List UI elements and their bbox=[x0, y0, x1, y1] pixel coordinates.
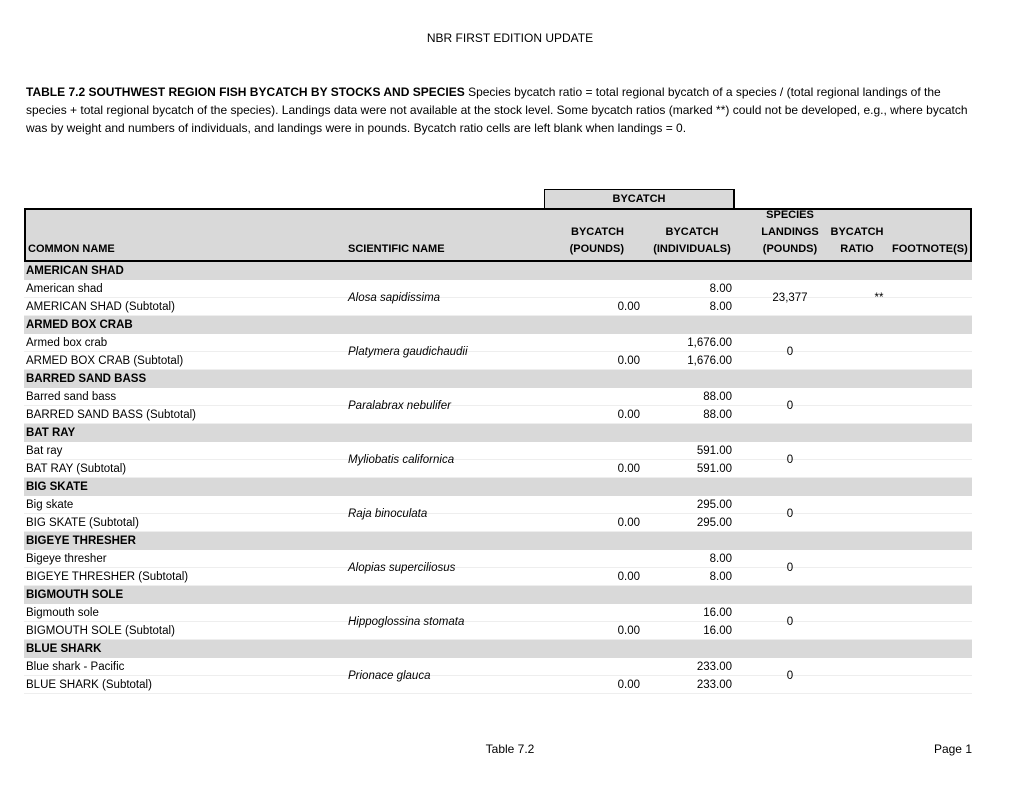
table-row bbox=[24, 442, 972, 460]
table-row bbox=[24, 388, 972, 406]
table-caption bbox=[26, 83, 974, 137]
subtotal-row bbox=[24, 400, 972, 424]
species-common-name: American shad bbox=[26, 283, 103, 295]
table-header bbox=[24, 208, 972, 262]
species-group-row bbox=[24, 478, 972, 496]
table-row bbox=[24, 658, 972, 676]
table-row bbox=[24, 334, 972, 352]
subtotal-row bbox=[24, 292, 972, 316]
group-name: BARRED SAND BASS bbox=[26, 373, 147, 385]
scientific-name: Raja binoculata bbox=[348, 508, 428, 520]
table-row bbox=[24, 280, 972, 298]
species-common-name: Bat ray bbox=[26, 445, 63, 457]
subtotal-individuals: 591.00 bbox=[696, 463, 732, 475]
subtotal-label: BARRED SAND BASS (Subtotal) bbox=[26, 409, 197, 421]
group-name: BIG SKATE bbox=[26, 481, 88, 493]
bycatch-individuals-value: 88.00 bbox=[703, 391, 732, 403]
bycatch-individuals-value: 8.00 bbox=[709, 553, 732, 565]
subtotal-pounds: 0.00 bbox=[617, 517, 640, 529]
footer-table-label: Table 7.2 bbox=[485, 742, 535, 756]
subtotal-row bbox=[24, 670, 972, 694]
group-name: BIGEYE THRESHER bbox=[26, 535, 136, 547]
species-common-name: Bigmouth sole bbox=[26, 607, 99, 619]
group-name: ARMED BOX CRAB bbox=[26, 319, 133, 331]
subtotal-label: BIGEYE THRESHER (Subtotal) bbox=[26, 571, 189, 583]
bycatch-group-header: BYCATCH bbox=[544, 189, 735, 208]
bycatch-individuals-value: 295.00 bbox=[696, 499, 732, 511]
species-landings-value: 0 bbox=[786, 508, 794, 520]
species-landings-value: 0 bbox=[786, 616, 794, 628]
col-common-name: COMMON NAME bbox=[28, 243, 115, 255]
subtotal-individuals: 88.00 bbox=[703, 409, 732, 421]
group-name: BAT RAY bbox=[26, 427, 76, 439]
col-bycatch-individuals: BYCATCH (INDIVIDUALS) bbox=[653, 226, 731, 255]
footer-page-number: Page 1 bbox=[933, 742, 972, 756]
species-landings-value: 0 bbox=[786, 454, 794, 466]
subtotal-pounds: 0.00 bbox=[617, 679, 640, 691]
subtotal-row bbox=[24, 346, 972, 370]
subtotal-pounds: 0.00 bbox=[617, 355, 640, 367]
subtotal-individuals: 8.00 bbox=[709, 301, 732, 313]
species-group-row bbox=[24, 586, 972, 604]
group-name: AMERICAN SHAD bbox=[26, 265, 124, 277]
scientific-name: Paralabrax nebulifer bbox=[348, 400, 451, 412]
subtotal-label: BIGMOUTH SOLE (Subtotal) bbox=[26, 625, 175, 637]
species-landings-value: 0 bbox=[786, 670, 794, 682]
subtotal-individuals: 16.00 bbox=[703, 625, 732, 637]
species-group-row bbox=[24, 532, 972, 550]
subtotal-pounds: 0.00 bbox=[617, 301, 640, 313]
table-row bbox=[24, 496, 972, 514]
bycatch-individuals-value: 8.00 bbox=[709, 283, 732, 295]
scientific-name: Alosa sapidissima bbox=[348, 292, 441, 304]
species-landings-value: 0 bbox=[786, 562, 794, 574]
bycatch-ratio-value: ** bbox=[874, 292, 884, 304]
species-common-name: Bigeye thresher bbox=[26, 553, 107, 565]
caption-text: Species bycatch ratio = total regional bycatch of a species / (total regional landings of the species + total regional bycatch of the species). Landings data were not available at the stock level. Some bycatch ratios (marked **) could not be developed, e.g., where bycatch was by weight and numbers of individuals, and landings were in pounds. Bycatch ratio cells are left blank when landings = 0. bbox=[26, 85, 968, 135]
scientific-name: Platymera gaudichaudii bbox=[348, 346, 468, 358]
species-common-name: Blue shark - Pacific bbox=[26, 661, 125, 673]
subtotal-pounds: 0.00 bbox=[617, 409, 640, 421]
subtotal-pounds: 0.00 bbox=[617, 625, 640, 637]
species-landings-value: 23,377 bbox=[772, 292, 808, 304]
subtotal-label: ARMED BOX CRAB (Subtotal) bbox=[26, 355, 184, 367]
species-landings-value: 0 bbox=[786, 400, 794, 412]
subtotal-row bbox=[24, 508, 972, 532]
col-scientific-name: SCIENTIFIC NAME bbox=[348, 243, 445, 255]
subtotal-label: AMERICAN SHAD (Subtotal) bbox=[26, 301, 175, 313]
species-group-row bbox=[24, 424, 972, 442]
bycatch-table bbox=[24, 208, 972, 694]
subtotal-pounds: 0.00 bbox=[617, 571, 640, 583]
subtotal-individuals: 1,676.00 bbox=[687, 355, 732, 367]
subtotal-pounds: 0.00 bbox=[617, 463, 640, 475]
subtotal-row bbox=[24, 562, 972, 586]
scientific-name: Alopias superciliosus bbox=[348, 562, 456, 574]
group-name: BLUE SHARK bbox=[26, 643, 102, 655]
scientific-name: Prionace glauca bbox=[348, 670, 431, 682]
scientific-name: Myliobatis californica bbox=[348, 454, 455, 466]
bycatch-individuals-value: 16.00 bbox=[703, 607, 732, 619]
col-footnotes: FOOTNOTE(S) bbox=[892, 243, 968, 255]
species-landings-value: 0 bbox=[786, 346, 794, 358]
subtotal-row bbox=[24, 616, 972, 640]
species-group-row bbox=[24, 370, 972, 388]
table-row bbox=[24, 604, 972, 622]
species-group-row bbox=[24, 640, 972, 658]
caption-title: TABLE 7.2 SOUTHWEST REGION FISH BYCATCH BY STOCKS AND SPECIES bbox=[26, 85, 465, 99]
group-name: BIGMOUTH SOLE bbox=[26, 589, 124, 601]
table-body bbox=[24, 262, 972, 694]
subtotal-row bbox=[24, 454, 972, 478]
subtotal-individuals: 8.00 bbox=[709, 571, 732, 583]
subtotal-label: BIG SKATE (Subtotal) bbox=[26, 517, 139, 529]
bycatch-individuals-value: 233.00 bbox=[696, 661, 732, 673]
page-header-title: NBR FIRST EDITION UPDATE bbox=[426, 31, 594, 45]
species-common-name: Armed box crab bbox=[26, 337, 108, 349]
col-species-landings: SPECIES LANDINGS (POUNDS) bbox=[761, 209, 819, 255]
subtotal-individuals: 295.00 bbox=[696, 517, 732, 529]
subtotal-label: BAT RAY (Subtotal) bbox=[26, 463, 127, 475]
scientific-name: Hippoglossina stomata bbox=[348, 616, 465, 628]
species-group-row bbox=[24, 316, 972, 334]
species-common-name: Barred sand bass bbox=[26, 391, 117, 403]
bycatch-individuals-value: 1,676.00 bbox=[687, 337, 732, 349]
species-common-name: Big skate bbox=[26, 499, 74, 511]
col-bycatch-pounds: BYCATCH (POUNDS) bbox=[569, 226, 624, 255]
table-row bbox=[24, 550, 972, 568]
subtotal-label: BLUE SHARK (Subtotal) bbox=[26, 679, 152, 691]
subtotal-individuals: 233.00 bbox=[696, 679, 732, 691]
bycatch-individuals-value: 591.00 bbox=[696, 445, 732, 457]
species-group-row bbox=[24, 262, 972, 280]
col-bycatch-ratio: BYCATCH RATIO bbox=[830, 226, 884, 255]
